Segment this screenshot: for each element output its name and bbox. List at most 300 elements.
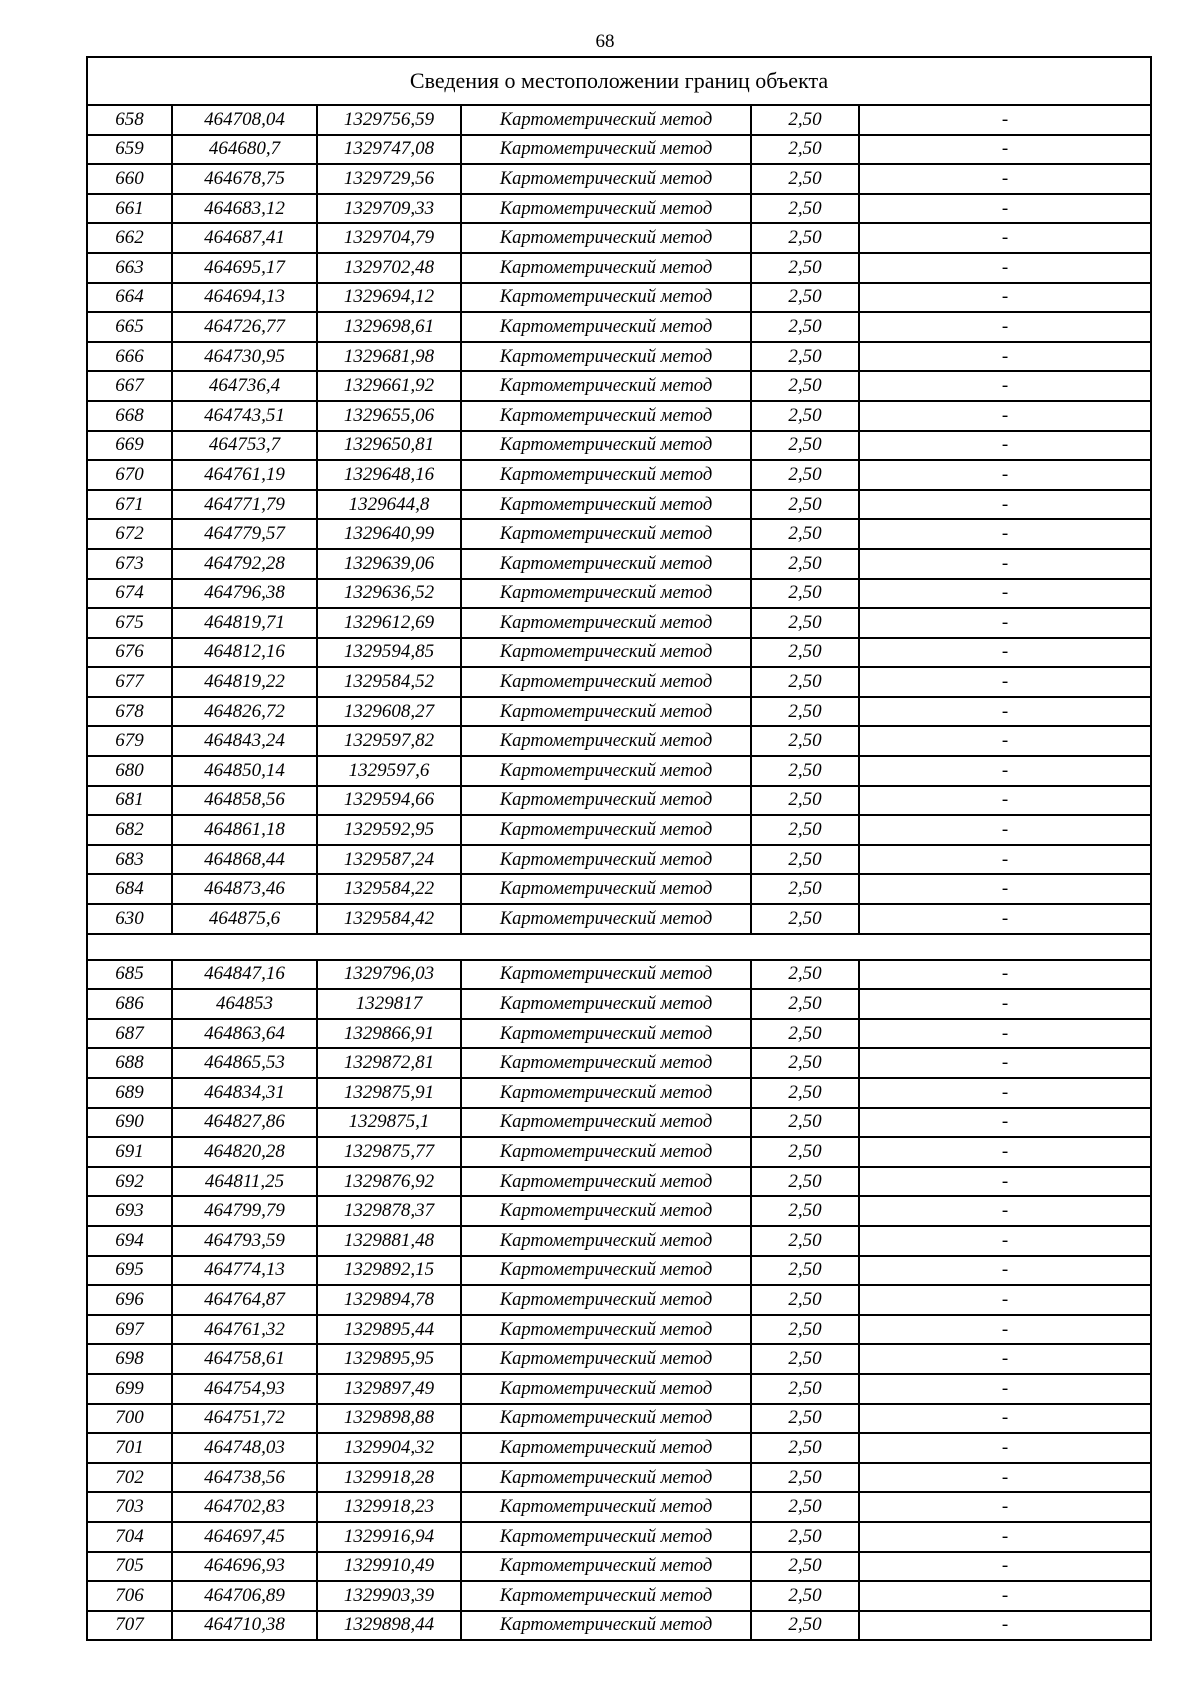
y-coordinate-cell: 1329704,79 [317, 223, 461, 253]
description-cell: - [859, 786, 1151, 816]
boundary-coordinates-table [86, 56, 1152, 1641]
method-cell: Картометрический метод [461, 164, 751, 194]
page-number: 68 [595, 31, 615, 52]
table-title-row [87, 57, 1151, 105]
accuracy-cell: 2,50 [751, 960, 859, 990]
x-coordinate-cell: 464710,38 [172, 1611, 317, 1641]
x-coordinate-cell: 464774,13 [172, 1256, 317, 1286]
table-row [87, 1433, 1151, 1463]
accuracy-cell: 2,50 [751, 1196, 859, 1226]
description-cell: - [859, 667, 1151, 697]
accuracy-cell: 2,50 [751, 638, 859, 668]
point-number-cell: 664 [87, 283, 172, 313]
table-row [87, 1285, 1151, 1315]
y-coordinate-cell: 1329904,32 [317, 1433, 461, 1463]
table-row [87, 756, 1151, 786]
table-row [87, 1226, 1151, 1256]
description-cell: - [859, 401, 1151, 431]
x-coordinate-cell: 464868,44 [172, 845, 317, 875]
table-row [87, 431, 1151, 461]
table-row [87, 1463, 1151, 1493]
point-number-cell: 685 [87, 960, 172, 990]
table-row [87, 1344, 1151, 1374]
table-row [87, 815, 1151, 845]
table-row [87, 105, 1151, 135]
table-row [87, 874, 1151, 904]
description-cell: - [859, 135, 1151, 165]
method-cell: Картометрический метод [461, 135, 751, 165]
accuracy-cell: 2,50 [751, 194, 859, 224]
accuracy-cell: 2,50 [751, 815, 859, 845]
x-coordinate-cell: 464858,56 [172, 786, 317, 816]
section-separator-row [87, 934, 1151, 960]
point-number-cell: 667 [87, 371, 172, 401]
accuracy-cell: 2,50 [751, 1552, 859, 1582]
x-coordinate-cell: 464726,77 [172, 312, 317, 342]
point-number-cell: 696 [87, 1285, 172, 1315]
point-number-cell: 702 [87, 1463, 172, 1493]
method-cell: Картометрический метод [461, 1344, 751, 1374]
accuracy-cell: 2,50 [751, 1404, 859, 1434]
description-cell: - [859, 1315, 1151, 1345]
y-coordinate-cell: 1329894,78 [317, 1285, 461, 1315]
accuracy-cell: 2,50 [751, 253, 859, 283]
description-cell: - [859, 1404, 1151, 1434]
description-cell: - [859, 1581, 1151, 1611]
point-number-cell: 669 [87, 431, 172, 461]
x-coordinate-cell: 464826,72 [172, 697, 317, 727]
y-coordinate-cell: 1329640,99 [317, 519, 461, 549]
table-body [87, 57, 1151, 1640]
description-cell: - [859, 1285, 1151, 1315]
method-cell: Картометрический метод [461, 490, 751, 520]
x-coordinate-cell: 464761,32 [172, 1315, 317, 1345]
point-number-cell: 662 [87, 223, 172, 253]
point-number-cell: 688 [87, 1048, 172, 1078]
point-number-cell: 672 [87, 519, 172, 549]
x-coordinate-cell: 464758,61 [172, 1344, 317, 1374]
table-row [87, 1108, 1151, 1138]
y-coordinate-cell: 1329702,48 [317, 253, 461, 283]
y-coordinate-cell: 1329650,81 [317, 431, 461, 461]
table-row [87, 579, 1151, 609]
accuracy-cell: 2,50 [751, 460, 859, 490]
table-row [87, 608, 1151, 638]
accuracy-cell: 2,50 [751, 874, 859, 904]
point-number-cell: 680 [87, 756, 172, 786]
description-cell: - [859, 223, 1151, 253]
x-coordinate-cell: 464761,19 [172, 460, 317, 490]
method-cell: Картометрический метод [461, 253, 751, 283]
x-coordinate-cell: 464792,28 [172, 549, 317, 579]
accuracy-cell: 2,50 [751, 1167, 859, 1197]
method-cell: Картометрический метод [461, 638, 751, 668]
method-cell: Картометрический метод [461, 283, 751, 313]
y-coordinate-cell: 1329694,12 [317, 283, 461, 313]
description-cell: - [859, 1048, 1151, 1078]
point-number-cell: 692 [87, 1167, 172, 1197]
table-row [87, 726, 1151, 756]
x-coordinate-cell: 464820,28 [172, 1137, 317, 1167]
accuracy-cell: 2,50 [751, 667, 859, 697]
table-row [87, 638, 1151, 668]
point-number-cell: 675 [87, 608, 172, 638]
y-coordinate-cell: 1329729,56 [317, 164, 461, 194]
accuracy-cell: 2,50 [751, 1137, 859, 1167]
x-coordinate-cell: 464796,38 [172, 579, 317, 609]
description-cell: - [859, 164, 1151, 194]
x-coordinate-cell: 464811,25 [172, 1167, 317, 1197]
table-row [87, 164, 1151, 194]
point-number-cell: 674 [87, 579, 172, 609]
table-row [87, 667, 1151, 697]
method-cell: Картометрический метод [461, 756, 751, 786]
y-coordinate-cell: 1329644,8 [317, 490, 461, 520]
method-cell: Картометрический метод [461, 608, 751, 638]
point-number-cell: 630 [87, 904, 172, 934]
point-number-cell: 670 [87, 460, 172, 490]
y-coordinate-cell: 1329584,52 [317, 667, 461, 697]
table-row [87, 194, 1151, 224]
method-cell: Картометрический метод [461, 1048, 751, 1078]
method-cell: Картометрический метод [461, 579, 751, 609]
description-cell: - [859, 904, 1151, 934]
y-coordinate-cell: 1329897,49 [317, 1374, 461, 1404]
y-coordinate-cell: 1329903,39 [317, 1581, 461, 1611]
description-cell: - [859, 194, 1151, 224]
accuracy-cell: 2,50 [751, 1078, 859, 1108]
accuracy-cell: 2,50 [751, 164, 859, 194]
accuracy-cell: 2,50 [751, 989, 859, 1019]
point-number-cell: 687 [87, 1019, 172, 1049]
point-number-cell: 658 [87, 105, 172, 135]
point-number-cell: 663 [87, 253, 172, 283]
method-cell: Картометрический метод [461, 1137, 751, 1167]
description-cell: - [859, 253, 1151, 283]
method-cell: Картометрический метод [461, 1167, 751, 1197]
point-number-cell: 665 [87, 312, 172, 342]
point-number-cell: 703 [87, 1492, 172, 1522]
point-number-cell: 683 [87, 845, 172, 875]
y-coordinate-cell: 1329881,48 [317, 1226, 461, 1256]
point-number-cell: 673 [87, 549, 172, 579]
accuracy-cell: 2,50 [751, 342, 859, 372]
point-number-cell: 697 [87, 1315, 172, 1345]
point-number-cell: 678 [87, 697, 172, 727]
method-cell: Картометрический метод [461, 1315, 751, 1345]
point-number-cell: 700 [87, 1404, 172, 1434]
point-number-cell: 706 [87, 1581, 172, 1611]
accuracy-cell: 2,50 [751, 1226, 859, 1256]
description-cell: - [859, 960, 1151, 990]
x-coordinate-cell: 464706,89 [172, 1581, 317, 1611]
table-row [87, 904, 1151, 934]
table-row [87, 519, 1151, 549]
y-coordinate-cell: 1329796,03 [317, 960, 461, 990]
accuracy-cell: 2,50 [751, 845, 859, 875]
accuracy-cell: 2,50 [751, 1285, 859, 1315]
point-number-cell: 690 [87, 1108, 172, 1138]
method-cell: Картометрический метод [461, 1019, 751, 1049]
y-coordinate-cell: 1329892,15 [317, 1256, 461, 1286]
y-coordinate-cell: 1329587,24 [317, 845, 461, 875]
y-coordinate-cell: 1329698,61 [317, 312, 461, 342]
point-number-cell: 661 [87, 194, 172, 224]
x-coordinate-cell: 464873,46 [172, 874, 317, 904]
method-cell: Картометрический метод [461, 312, 751, 342]
x-coordinate-cell: 464736,4 [172, 371, 317, 401]
accuracy-cell: 2,50 [751, 1374, 859, 1404]
accuracy-cell: 2,50 [751, 756, 859, 786]
description-cell: - [859, 460, 1151, 490]
y-coordinate-cell: 1329584,22 [317, 874, 461, 904]
x-coordinate-cell: 464819,22 [172, 667, 317, 697]
point-number-cell: 666 [87, 342, 172, 372]
x-coordinate-cell: 464799,79 [172, 1196, 317, 1226]
point-number-cell: 677 [87, 667, 172, 697]
point-number-cell: 689 [87, 1078, 172, 1108]
y-coordinate-cell: 1329594,85 [317, 638, 461, 668]
y-coordinate-cell: 1329592,95 [317, 815, 461, 845]
x-coordinate-cell: 464793,59 [172, 1226, 317, 1256]
description-cell: - [859, 815, 1151, 845]
x-coordinate-cell: 464694,13 [172, 283, 317, 313]
table-row [87, 1552, 1151, 1582]
description-cell: - [859, 1078, 1151, 1108]
y-coordinate-cell: 1329608,27 [317, 697, 461, 727]
point-number-cell: 668 [87, 401, 172, 431]
y-coordinate-cell: 1329910,49 [317, 1552, 461, 1582]
x-coordinate-cell: 464827,86 [172, 1108, 317, 1138]
table-row [87, 1019, 1151, 1049]
method-cell: Картометрический метод [461, 874, 751, 904]
y-coordinate-cell: 1329872,81 [317, 1048, 461, 1078]
accuracy-cell: 2,50 [751, 786, 859, 816]
description-cell: - [859, 1463, 1151, 1493]
table-row [87, 1196, 1151, 1226]
table-row [87, 460, 1151, 490]
table-row [87, 1581, 1151, 1611]
point-number-cell: 698 [87, 1344, 172, 1374]
point-number-cell: 681 [87, 786, 172, 816]
accuracy-cell: 2,50 [751, 726, 859, 756]
x-coordinate-cell: 464819,71 [172, 608, 317, 638]
x-coordinate-cell: 464834,31 [172, 1078, 317, 1108]
description-cell: - [859, 638, 1151, 668]
method-cell: Картометрический метод [461, 845, 751, 875]
accuracy-cell: 2,50 [751, 105, 859, 135]
accuracy-cell: 2,50 [751, 1611, 859, 1641]
y-coordinate-cell: 1329878,37 [317, 1196, 461, 1226]
x-coordinate-cell: 464812,16 [172, 638, 317, 668]
accuracy-cell: 2,50 [751, 549, 859, 579]
x-coordinate-cell: 464678,75 [172, 164, 317, 194]
method-cell: Картометрический метод [461, 1108, 751, 1138]
method-cell: Картометрический метод [461, 960, 751, 990]
y-coordinate-cell: 1329639,06 [317, 549, 461, 579]
point-number-cell: 682 [87, 815, 172, 845]
table-row [87, 135, 1151, 165]
accuracy-cell: 2,50 [751, 519, 859, 549]
method-cell: Картометрический метод [461, 667, 751, 697]
table-row [87, 223, 1151, 253]
description-cell: - [859, 1108, 1151, 1138]
y-coordinate-cell: 1329898,44 [317, 1611, 461, 1641]
table-row [87, 1611, 1151, 1641]
table-row [87, 989, 1151, 1019]
method-cell: Картометрический метод [461, 1078, 751, 1108]
method-cell: Картометрический метод [461, 431, 751, 461]
accuracy-cell: 2,50 [751, 1463, 859, 1493]
method-cell: Картометрический метод [461, 105, 751, 135]
x-coordinate-cell: 464702,83 [172, 1492, 317, 1522]
accuracy-cell: 2,50 [751, 1581, 859, 1611]
accuracy-cell: 2,50 [751, 1344, 859, 1374]
method-cell: Картометрический метод [461, 697, 751, 727]
point-number-cell: 695 [87, 1256, 172, 1286]
description-cell: - [859, 1611, 1151, 1641]
accuracy-cell: 2,50 [751, 579, 859, 609]
point-number-cell: 671 [87, 490, 172, 520]
table-row [87, 1522, 1151, 1552]
description-cell: - [859, 1196, 1151, 1226]
method-cell: Картометрический метод [461, 549, 751, 579]
description-cell: - [859, 283, 1151, 313]
table-row [87, 1374, 1151, 1404]
point-number-cell: 705 [87, 1552, 172, 1582]
table-row [87, 1492, 1151, 1522]
accuracy-cell: 2,50 [751, 312, 859, 342]
description-cell: - [859, 1492, 1151, 1522]
y-coordinate-cell: 1329661,92 [317, 371, 461, 401]
accuracy-cell: 2,50 [751, 1108, 859, 1138]
description-cell: - [859, 1552, 1151, 1582]
x-coordinate-cell: 464779,57 [172, 519, 317, 549]
y-coordinate-cell: 1329866,91 [317, 1019, 461, 1049]
method-cell: Картометрический метод [461, 904, 751, 934]
x-coordinate-cell: 464696,93 [172, 1552, 317, 1582]
x-coordinate-cell: 464748,03 [172, 1433, 317, 1463]
section-separator-cell [87, 934, 1151, 960]
description-cell: - [859, 845, 1151, 875]
y-coordinate-cell: 1329655,06 [317, 401, 461, 431]
x-coordinate-cell: 464743,51 [172, 401, 317, 431]
x-coordinate-cell: 464751,72 [172, 1404, 317, 1434]
y-coordinate-cell: 1329875,77 [317, 1137, 461, 1167]
y-coordinate-cell: 1329709,33 [317, 194, 461, 224]
accuracy-cell: 2,50 [751, 608, 859, 638]
description-cell: - [859, 1137, 1151, 1167]
description-cell: - [859, 490, 1151, 520]
table-row [87, 1048, 1151, 1078]
description-cell: - [859, 1256, 1151, 1286]
accuracy-cell: 2,50 [751, 490, 859, 520]
accuracy-cell: 2,50 [751, 431, 859, 461]
y-coordinate-cell: 1329648,16 [317, 460, 461, 490]
x-coordinate-cell: 464764,87 [172, 1285, 317, 1315]
table-row [87, 1167, 1151, 1197]
accuracy-cell: 2,50 [751, 1019, 859, 1049]
description-cell: - [859, 874, 1151, 904]
y-coordinate-cell: 1329597,6 [317, 756, 461, 786]
x-coordinate-cell: 464683,12 [172, 194, 317, 224]
table-row [87, 342, 1151, 372]
description-cell: - [859, 756, 1151, 786]
method-cell: Картометрический метод [461, 815, 751, 845]
method-cell: Картометрический метод [461, 371, 751, 401]
description-cell: - [859, 1019, 1151, 1049]
y-coordinate-cell: 1329895,95 [317, 1344, 461, 1374]
x-coordinate-cell: 464708,04 [172, 105, 317, 135]
table-row [87, 1256, 1151, 1286]
y-coordinate-cell: 1329918,28 [317, 1463, 461, 1493]
method-cell: Картометрический метод [461, 194, 751, 224]
accuracy-cell: 2,50 [751, 1048, 859, 1078]
y-coordinate-cell: 1329918,23 [317, 1492, 461, 1522]
accuracy-cell: 2,50 [751, 1256, 859, 1286]
description-cell: - [859, 579, 1151, 609]
table-row [87, 786, 1151, 816]
method-cell: Картометрический метод [461, 1492, 751, 1522]
point-number-cell: 660 [87, 164, 172, 194]
y-coordinate-cell: 1329584,42 [317, 904, 461, 934]
y-coordinate-cell: 1329898,88 [317, 1404, 461, 1434]
method-cell: Картометрический метод [461, 342, 751, 372]
y-coordinate-cell: 1329756,59 [317, 105, 461, 135]
table-row [87, 960, 1151, 990]
method-cell: Картометрический метод [461, 726, 751, 756]
y-coordinate-cell: 1329817 [317, 989, 461, 1019]
point-number-cell: 679 [87, 726, 172, 756]
method-cell: Картометрический метод [461, 1285, 751, 1315]
accuracy-cell: 2,50 [751, 283, 859, 313]
method-cell: Картометрический метод [461, 1196, 751, 1226]
y-coordinate-cell: 1329636,52 [317, 579, 461, 609]
x-coordinate-cell: 464847,16 [172, 960, 317, 990]
description-cell: - [859, 312, 1151, 342]
y-coordinate-cell: 1329875,1 [317, 1108, 461, 1138]
description-cell: - [859, 726, 1151, 756]
method-cell: Картометрический метод [461, 1404, 751, 1434]
x-coordinate-cell: 464753,7 [172, 431, 317, 461]
description-cell: - [859, 519, 1151, 549]
point-number-cell: 693 [87, 1196, 172, 1226]
description-cell: - [859, 1344, 1151, 1374]
description-cell: - [859, 342, 1151, 372]
method-cell: Картометрический метод [461, 1374, 751, 1404]
accuracy-cell: 2,50 [751, 223, 859, 253]
accuracy-cell: 2,50 [751, 1492, 859, 1522]
y-coordinate-cell: 1329747,08 [317, 135, 461, 165]
method-cell: Картометрический метод [461, 460, 751, 490]
x-coordinate-cell: 464875,6 [172, 904, 317, 934]
accuracy-cell: 2,50 [751, 371, 859, 401]
y-coordinate-cell: 1329612,69 [317, 608, 461, 638]
method-cell: Картометрический метод [461, 1581, 751, 1611]
point-number-cell: 659 [87, 135, 172, 165]
method-cell: Картометрический метод [461, 1256, 751, 1286]
accuracy-cell: 2,50 [751, 135, 859, 165]
point-number-cell: 704 [87, 1522, 172, 1552]
table-row [87, 697, 1151, 727]
accuracy-cell: 2,50 [751, 904, 859, 934]
description-cell: - [859, 371, 1151, 401]
description-cell: - [859, 1433, 1151, 1463]
point-number-cell: 694 [87, 1226, 172, 1256]
table-row [87, 312, 1151, 342]
table-row [87, 283, 1151, 313]
accuracy-cell: 2,50 [751, 401, 859, 431]
